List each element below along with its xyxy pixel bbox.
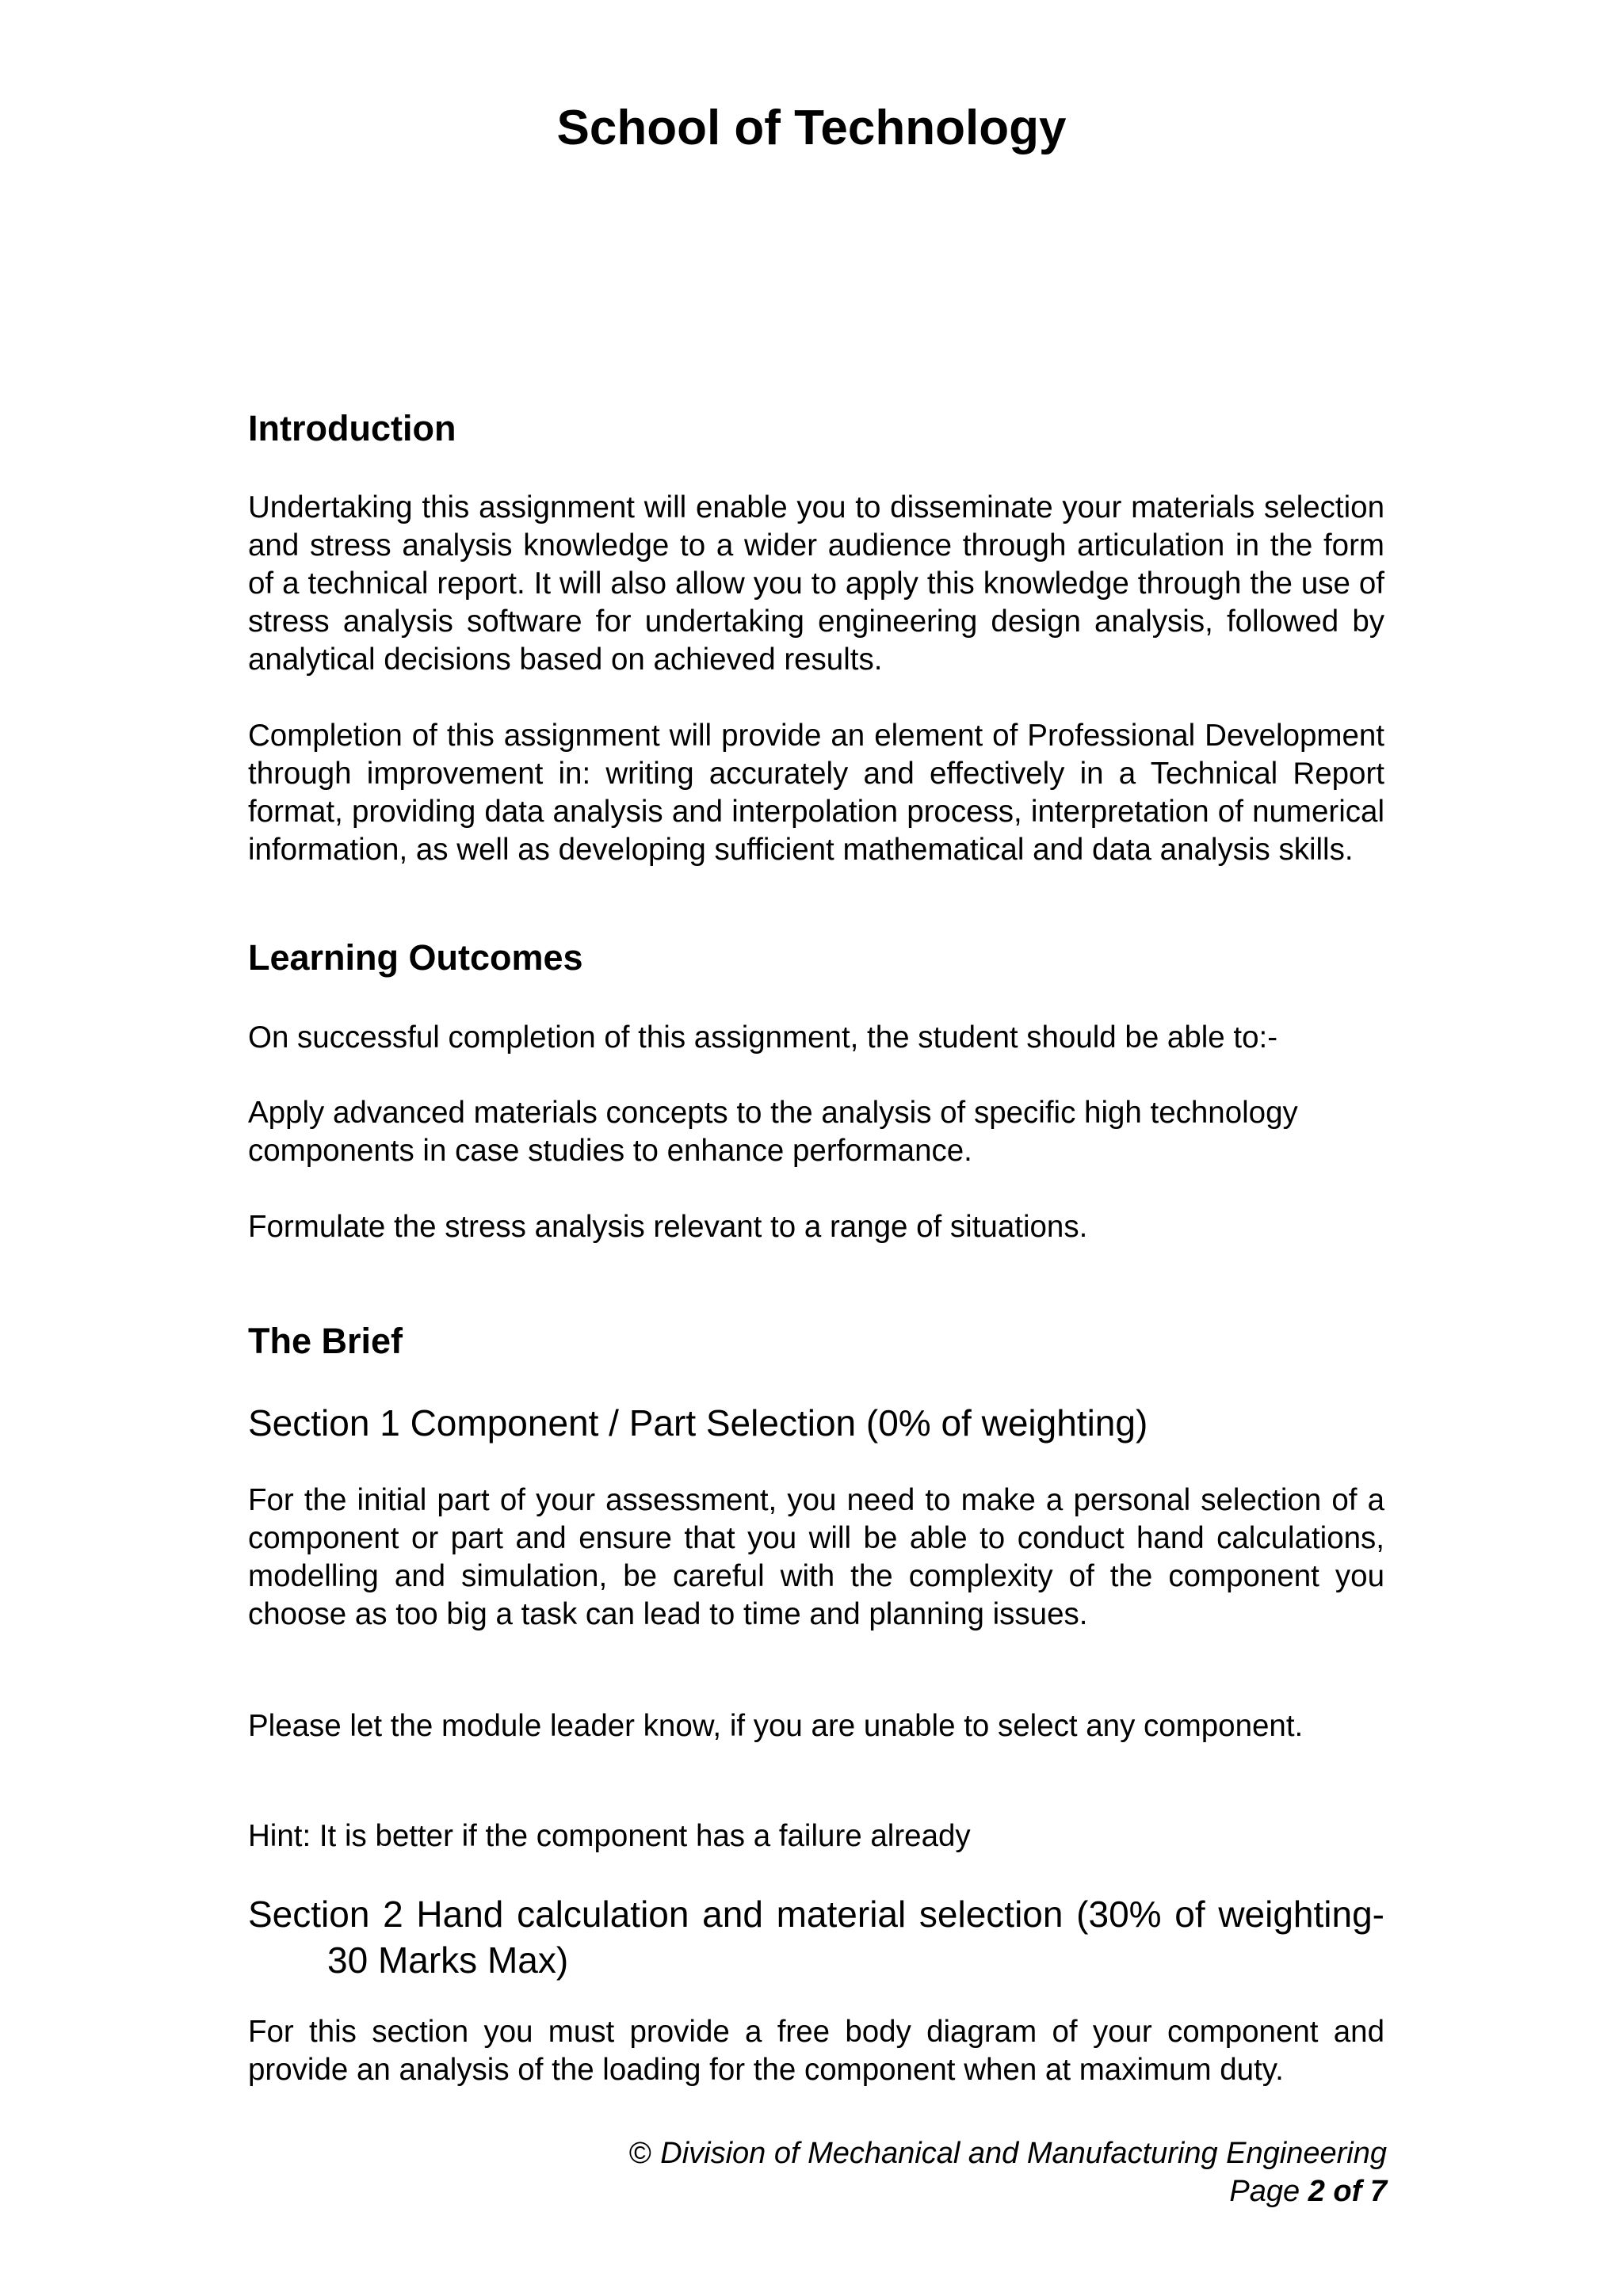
footer-page-current: 2 (1308, 2175, 1325, 2208)
introduction-heading: Introduction (248, 408, 456, 448)
learning-outcomes-heading: Learning Outcomes (248, 937, 583, 978)
page-title: School of Technology (556, 101, 1067, 155)
learning-outcome-1: Apply advanced materials concepts to the analysis of specific high technology components in case studies to enhance performance. (248, 1096, 1298, 1168)
footer-page-total: 7 (1369, 2175, 1387, 2208)
copyright-icon: © (628, 2137, 651, 2170)
footer-page-number (628, 2172, 1387, 2210)
introduction-paragraph-2: Completion of this assignment will provide an element of Professional Development through improvement in: writing accurately and effectively in a Technical Report format, providing data analysis and interpolation process, interpretation of numerical information, as well as developing sufficient mathematical and data analysis skills. (248, 719, 1384, 867)
footer-division: Division of Mechanical and Manufacturing Engineering (660, 2137, 1387, 2170)
learning-outcome-2: Formulate the stress analysis relevant to a range of situations. (248, 1210, 1088, 1244)
section-2-heading: Section 2 Hand calculation and material selection (30% of weighting-30 Marks Max) (248, 1894, 1384, 1981)
section-1-paragraph-1: For the initial part of your assessment, you need to make a personal selection of a component or part and ensure that you will be able to conduct hand calculations, modelling and simulation, be careful with the complexity of the component you choose as too big a task can lead to time and planning issues. (248, 1483, 1384, 1631)
introduction-paragraph-1: Undertaking this assignment will enable you to disseminate your materials selection and stress analysis knowledge to a wider audience through articulation in the form of a technical report. It will also allow you to apply this knowledge through the use of stress analysis software for undertaking engineering design analysis, followed by analytical decisions based on achieved results. (248, 490, 1384, 677)
section-1-paragraph-2: Please let the module leader know, if you are unable to select any component. (248, 1709, 1304, 1743)
section-1-hint: Hint: It is better if the component has a failure already (248, 1819, 971, 1853)
section-2-paragraph-1: For this section you must provide a free body diagram of your component and provide an analysis of the loading for the component when at maximum duty. (248, 2015, 1384, 2087)
section-1-heading: Section 1 Component / Part Selection (0% of weighting) (248, 1402, 1148, 1444)
footer-page-of: of (1333, 2175, 1362, 2208)
footer-page-label: Page (1229, 2175, 1300, 2208)
brief-heading: The Brief (248, 1321, 403, 1361)
learning-outcomes-intro: On successful completion of this assignment, the student should be able to:- (248, 1020, 1278, 1055)
page-footer (628, 2134, 1387, 2210)
footer-division-line (628, 2134, 1387, 2172)
